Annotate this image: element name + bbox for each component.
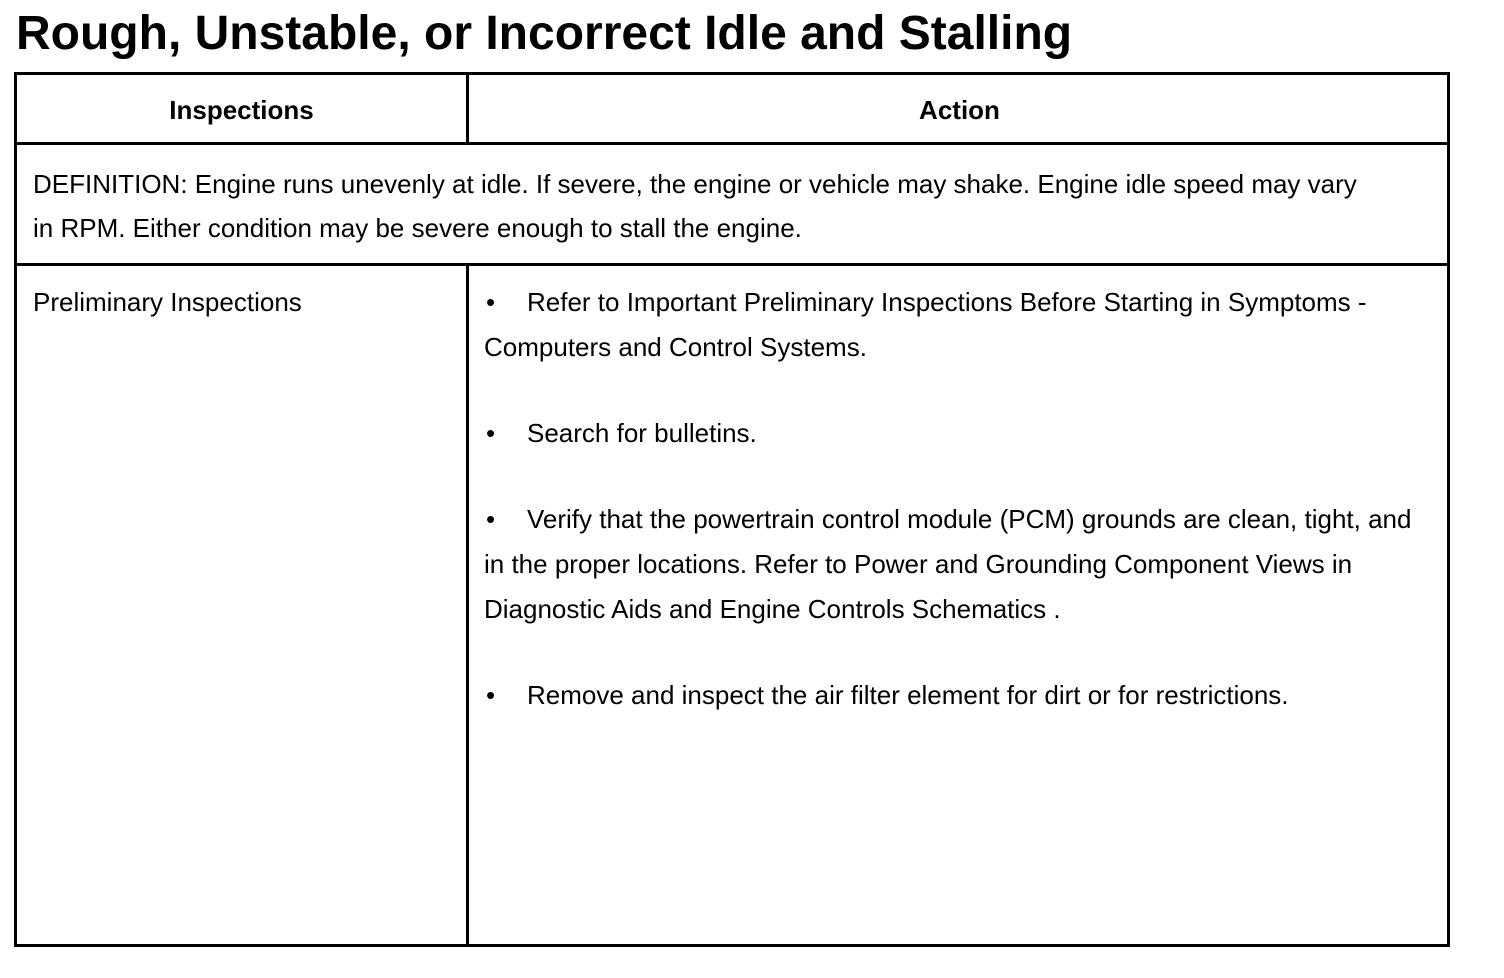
- bullet-icon: •: [486, 418, 496, 448]
- bullet-icon: •: [486, 287, 496, 317]
- table-header-row: [17, 75, 1447, 145]
- action-item: [484, 673, 1414, 718]
- header-inspections: Inspections: [169, 95, 314, 125]
- action-item: [484, 280, 1414, 370]
- bullet-icon: •: [486, 680, 496, 710]
- action-item-text: Refer to Important Preliminary Inspections Before Starting in Symptoms - Computers and Control Systems.: [484, 287, 1367, 362]
- action-item: [484, 497, 1414, 632]
- diagnostic-table: [14, 72, 1450, 947]
- action-item-text: Verify that the powertrain control module (PCM) grounds are clean, tight, and in the proper locations. Refer to Power and Grounding Component Views in Diagnostic Aids and Engine Controls Schematics .: [484, 504, 1412, 624]
- action-item-text: Remove and inspect the air filter element for dirt or for restrictions.: [527, 680, 1289, 710]
- definition-text: DEFINITION: Engine runs unevenly at idle. If severe, the engine or vehicle may shake. Engine idle speed may vary in RPM. Either condition may be severe enough to stall the engine.: [33, 169, 1357, 243]
- action-item: [484, 411, 1414, 456]
- definition-row: [17, 145, 1447, 266]
- table-row: [17, 266, 1447, 944]
- column-divider: [466, 266, 469, 944]
- page-title: Rough, Unstable, or Incorrect Idle and Stalling: [16, 7, 1073, 60]
- action-cell: [484, 280, 1414, 759]
- inspection-cell: Preliminary Inspections: [33, 287, 302, 317]
- header-action: Action: [919, 95, 1000, 125]
- action-item-text: Search for bulletins.: [527, 418, 757, 448]
- bullet-icon: •: [486, 504, 496, 534]
